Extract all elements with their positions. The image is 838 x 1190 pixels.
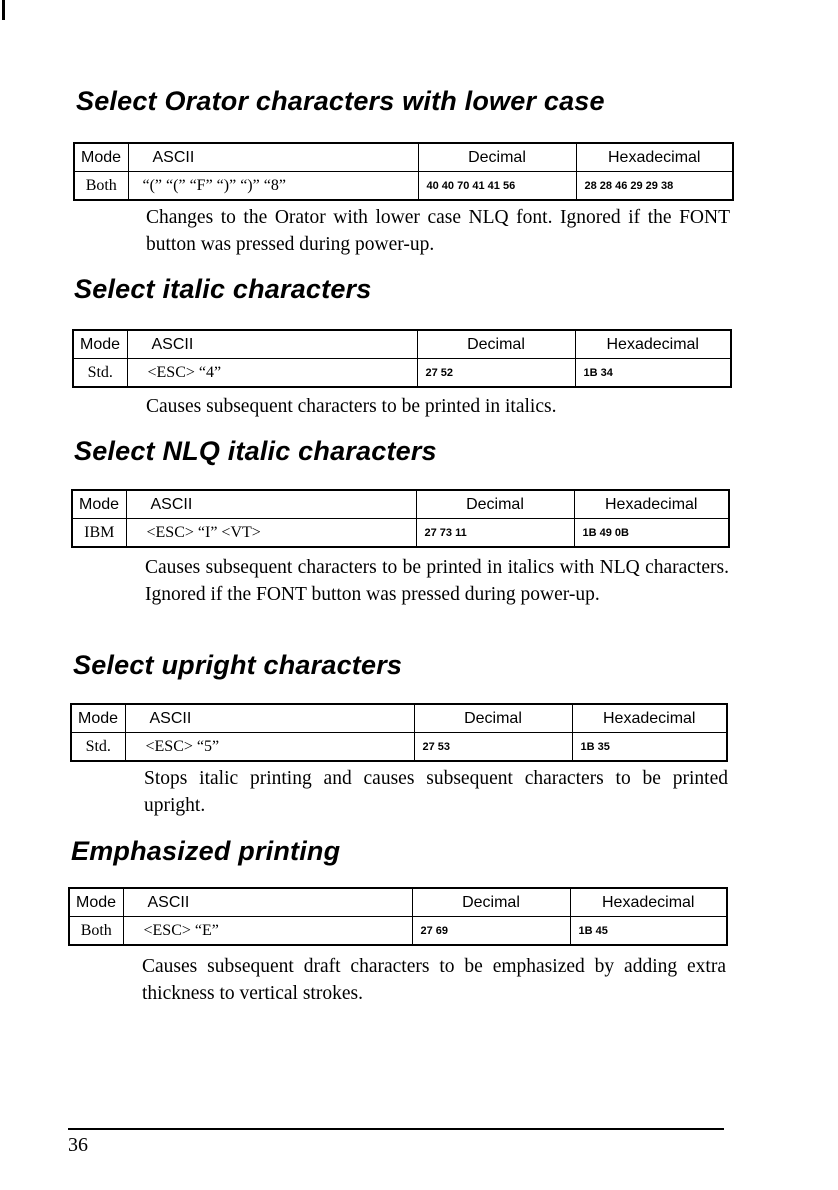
header-decimal: Decimal (414, 704, 572, 733)
cell-mode: Std. (73, 359, 127, 388)
section-heading: Select italic characters (74, 274, 372, 304)
page-number: 36 (68, 1134, 88, 1156)
cell-mode: IBM (72, 519, 126, 548)
cell-ascii: <ESC> “4” (127, 359, 417, 388)
cell-ascii: <ESC> “E” (123, 917, 412, 946)
section-heading: Select NLQ italic characters (74, 436, 437, 466)
footer-rule (68, 1128, 724, 1130)
header-decimal: Decimal (418, 143, 576, 172)
cell-ascii: <ESC> “5” (125, 733, 414, 762)
margin-mark (2, 0, 5, 20)
section-description: Stops italic printing and causes subsequent characters to be printed upright. (144, 768, 728, 816)
header-ascii: ASCII (123, 888, 412, 917)
cell-mode: Std. (71, 733, 125, 762)
header-ascii: ASCII (125, 704, 414, 733)
command-table (68, 887, 728, 946)
header-mode: Mode (74, 143, 128, 172)
header-hexadecimal: Hexadecimal (572, 704, 727, 733)
cell-hexadecimal: 1B 35 (572, 733, 727, 762)
cell-decimal: 27 69 (412, 917, 570, 946)
command-table (72, 329, 732, 388)
cell-mode: Both (74, 172, 128, 201)
section-heading: Select Orator characters with lower case (76, 86, 605, 116)
cell-decimal: 27 53 (414, 733, 572, 762)
cell-hexadecimal: 1B 45 (570, 917, 727, 946)
header-mode: Mode (71, 704, 125, 733)
header-decimal: Decimal (412, 888, 570, 917)
section-heading: Select upright characters (73, 650, 403, 680)
cell-hexadecimal: 28 28 46 29 29 38 (576, 172, 733, 201)
cell-ascii: “(” “(” “F” “)” “)” “8” (128, 172, 418, 201)
header-decimal: Decimal (417, 330, 575, 359)
header-ascii: ASCII (127, 330, 417, 359)
cell-hexadecimal: 1B 49 0B (574, 519, 729, 548)
header-mode: Mode (73, 330, 127, 359)
cell-decimal: 40 40 70 41 41 56 (418, 172, 576, 201)
cell-decimal: 27 73 11 (416, 519, 574, 548)
section-description: Causes subsequent draft characters to be emphasized by adding extra thickness to vertical strokes. (142, 956, 726, 1004)
section-description: Changes to the Orator with lower case NLQ font. Ignored if the FONT button was pressed during power-up. (146, 207, 730, 255)
header-decimal: Decimal (416, 490, 574, 519)
header-hexadecimal: Hexadecimal (570, 888, 727, 917)
header-hexadecimal: Hexadecimal (575, 330, 731, 359)
header-ascii: ASCII (126, 490, 416, 519)
cell-ascii: <ESC> “I” <VT> (126, 519, 416, 548)
header-mode: Mode (69, 888, 123, 917)
header-hexadecimal: Hexadecimal (574, 490, 729, 519)
header-mode: Mode (72, 490, 126, 519)
cell-decimal: 27 52 (417, 359, 575, 388)
command-table (73, 142, 734, 201)
header-ascii: ASCII (128, 143, 418, 172)
cell-mode: Both (69, 917, 123, 946)
command-table (70, 703, 728, 762)
header-hexadecimal: Hexadecimal (576, 143, 733, 172)
section-description: Causes subsequent characters to be printed in italics with NLQ characters. Ignored if the FONT button was pressed during power-up. (145, 557, 729, 605)
section-description: Causes subsequent characters to be printed in italics. (146, 396, 557, 417)
section-heading: Emphasized printing (71, 836, 341, 866)
command-table (71, 489, 730, 548)
cell-hexadecimal: 1B 34 (575, 359, 731, 388)
